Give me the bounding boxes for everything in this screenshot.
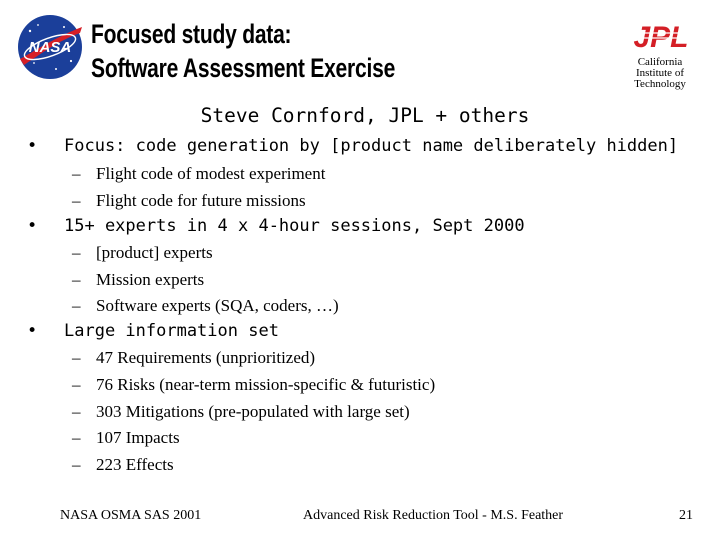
caltech-line-1: California <box>637 56 683 68</box>
sub-bullet-text: 107 Impacts <box>96 428 180 447</box>
dash-icon: – <box>72 243 81 262</box>
sub-bullet-text: 76 Risks (near-term mission-specific & futuristic) <box>96 375 436 394</box>
sub-bullet-text: [product] experts <box>96 243 213 262</box>
sub-bullet-text: Software experts (SQA, coders, …) <box>96 296 339 315</box>
sub-bullet-item <box>72 243 213 263</box>
sub-bullet-item <box>72 296 339 316</box>
bullet-text: 15+ experts in 4 x 4-hour sessions, Sept 2000 <box>64 216 525 236</box>
page-number: 21 <box>679 508 693 523</box>
bullet-item <box>27 321 279 341</box>
bullet-icon: • <box>27 321 38 341</box>
slide-title <box>91 17 395 85</box>
jpl-logo <box>624 21 698 51</box>
caltech-label <box>622 57 698 90</box>
footer-center: Advanced Risk Reduction Tool - M.S. Feather <box>303 508 564 523</box>
bullet-icon: • <box>27 136 38 156</box>
dash-icon: – <box>72 455 81 474</box>
sub-bullet-item <box>72 164 325 184</box>
caltech-line-2: Institute of <box>636 67 684 79</box>
sub-bullet-text: Mission experts <box>96 270 205 289</box>
dash-icon: – <box>72 428 81 447</box>
sub-bullet-item <box>72 191 306 211</box>
bullet-text: Focus: code generation by [product name deliberately hidden] <box>64 136 679 156</box>
dash-icon: – <box>72 164 81 183</box>
sub-bullet-item <box>72 348 315 368</box>
sub-bullet-text: Flight code for future missions <box>96 191 306 210</box>
nasa-logo <box>16 13 84 81</box>
caltech-line-3: Technology <box>634 78 686 90</box>
sub-bullet-text: 223 Effects <box>96 455 174 474</box>
sub-bullet-item <box>72 270 204 290</box>
dash-icon: – <box>72 191 81 210</box>
bullet-text: Large information set <box>64 321 279 341</box>
subtitle-author: Steve Cornford, JPL + others <box>200 104 530 127</box>
dash-icon: – <box>72 348 81 367</box>
dash-icon: – <box>72 270 81 289</box>
bullet-icon: • <box>27 216 38 236</box>
sub-bullet-item <box>72 375 435 395</box>
bullet-item <box>27 216 525 236</box>
title-line-2: Software Assessment Exercise <box>91 53 396 83</box>
bullet-item <box>27 136 678 156</box>
footer-left: NASA OSMA SAS 2001 <box>60 508 202 523</box>
sub-bullet-item <box>72 455 174 475</box>
sub-bullet-text: 47 Requirements (unprioritized) <box>96 348 316 367</box>
dash-icon: – <box>72 402 81 421</box>
dash-icon: – <box>72 375 81 394</box>
sub-bullet-text: Flight code of modest experiment <box>96 164 326 183</box>
sub-bullet-item <box>72 402 410 422</box>
jpl-logo-text: JPL <box>633 21 689 51</box>
sub-bullet-item <box>72 428 180 448</box>
sub-bullet-text: 303 Mitigations (pre-populated with large set) <box>96 402 410 421</box>
title-line-1: Focused study data: <box>91 19 292 49</box>
nasa-logo-text: NASA <box>28 39 72 56</box>
dash-icon: – <box>72 296 81 315</box>
